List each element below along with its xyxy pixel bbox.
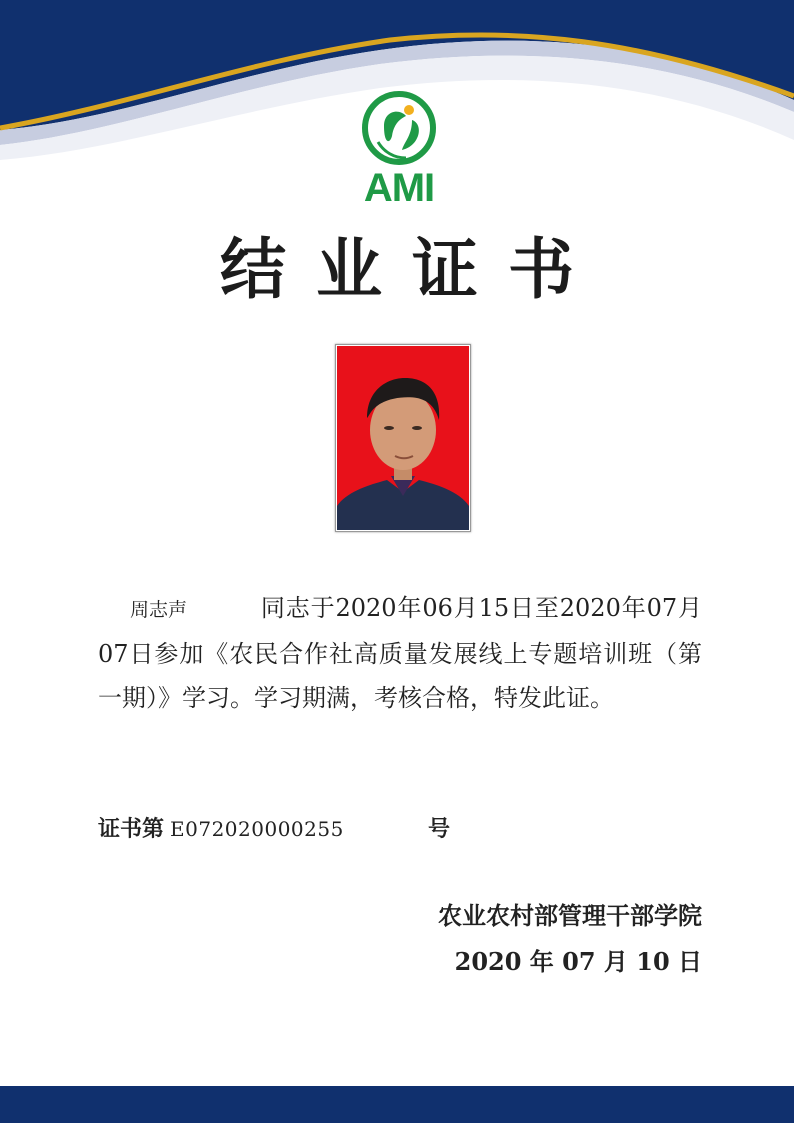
certificate-number-line	[98, 812, 451, 843]
issuing-institution: 农业农村部管理干部学院	[438, 901, 702, 930]
institution-logo	[354, 86, 444, 210]
issue-date: 2020 年 07 月 10 日	[454, 947, 702, 976]
recipient-photo-frame	[335, 344, 471, 532]
certificate-number-label: 证书第	[98, 816, 165, 842]
recipient-portrait-photo	[337, 346, 469, 530]
footer-bar	[0, 1086, 794, 1123]
certificate-number: E072020000255	[170, 817, 344, 841]
certificate-body	[98, 586, 702, 720]
leaf-circle-emblem-icon	[354, 86, 444, 176]
certificate-number-suffix: 号	[428, 816, 451, 842]
logo-text: AMI	[363, 166, 435, 210]
certificate-statement: 同志于2020年06月15日至2020年07月07日参加《农民合作社高质量发展线上专题培训班（第一期）》学习。学习期满，考核合格，特发此证。	[98, 594, 702, 712]
recipient-name: 周志声	[130, 599, 188, 621]
certificate-title: 结业证书	[220, 230, 604, 308]
